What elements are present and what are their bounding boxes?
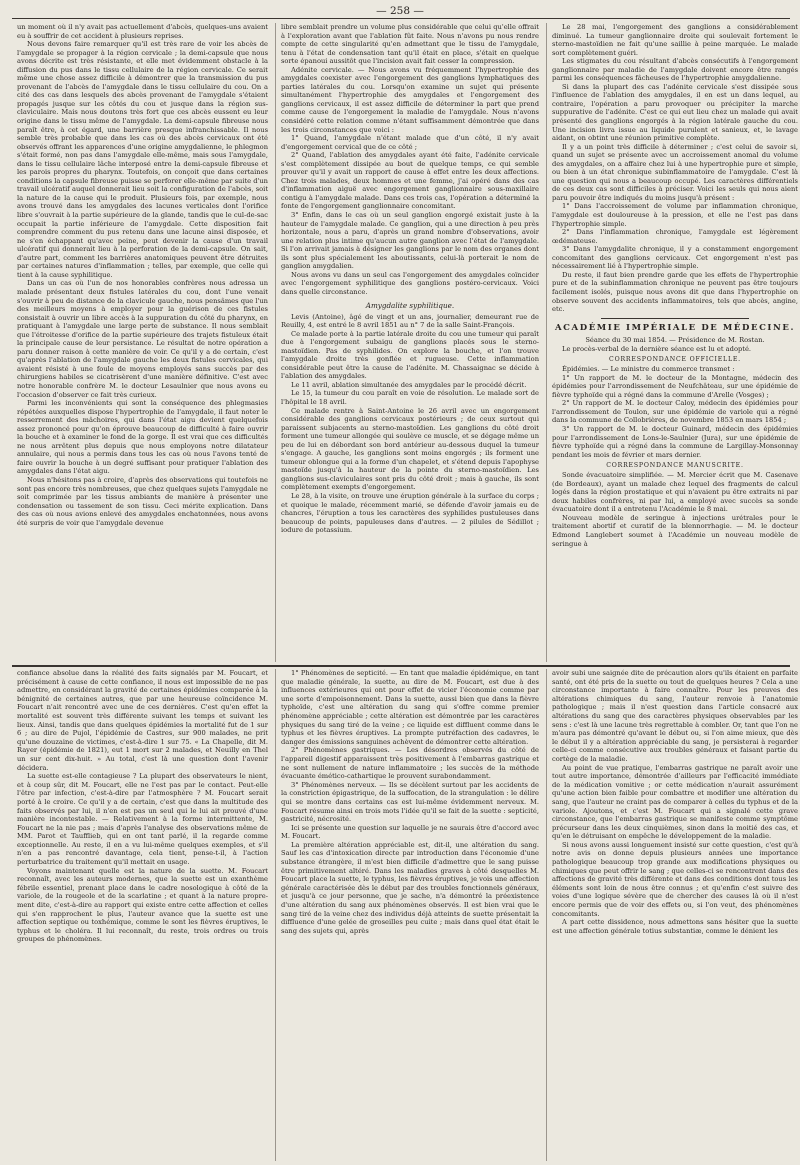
header-rule [12,18,790,19]
lower-column-left [17,669,268,1161]
paragraph: 2° Dans l'inflammation chronique, l'amygdale est légèrement œdémateuse. [552,228,798,245]
page-number: — 258 — [376,5,424,17]
section-divider [601,318,749,319]
case-heading: Amygdalite syphilitique. [365,300,455,310]
paragraph: Nous avons vu dans un seul cas l'engorgement des amygdales coïncider avec l'engorgement syphilitique des ganglions postéro-cervicaux. Voici dans quelle circonstance. [281,270,539,296]
paragraph: Du reste, il faut bien prendre garde que les effets de l'hypertrophie pure et de la subinflammation chronique ne peuvent pas être toujours facilement isolés, puisque nous avons dit que dans l'hypertrophie on observe souvent des accidents inflammatoires, tels que abcès, angine, etc. [552,270,798,314]
paragraph: Nous n'hésitons pas à croire, d'après des observations qui toutefois ne sont pas encore très nombreuses, que chez quelques sujets l'amygdale ne soit comprimée par les tissus ambiants de manière à présenter une condensation ou tassement de son tissu. Ceci mérite explication. Dans des cas où nous avions enlevé des amygdales enchatonnées, nous avons été surpris de voir que l'amygdale devenue [17,475,268,527]
paragraph: A part cette dissidence, nous admettons sans hésiter que la suette est une affection générale totius substantiæ, comme le dénient les [552,918,798,935]
paragraph: Voyons maintenant quelle est la nature de la suette. M. Foucart reconnaît, avec les auteurs modernes, que la suette est un exanthème fébrile essentiel, prenant place dans le cadre nosologique à côté de la variole, de la rougeole et de la scarlatine ; et quant à la nature propre-ment dite, c'est-à-dire au rapport qui existe entre cette affection et celles qui s'en rapprochent le plus, l'auteur avance que la suette est une affection septique ou toxhémique, comme le sont les fièvres éruptives, le typhus et le choléra. Il lui reconnaît, du reste, trois ordres ou trois groupes de phénomènes. [17,866,268,944]
paragraph: Les stigmates du cou résultant d'abcès consécutifs à l'engorgement ganglionnaire par maladie de l'amygdale doivent encore être rangés parmi les conséquences fâcheuses de l'hypertrophie amygdalienne. [552,57,798,83]
column-divider [275,23,276,662]
section-rule [12,665,790,667]
page-header [16,4,784,18]
paragraph: Adénite cervicale. — Nous avons vu fréquemment l'hypertrophie des amygdales coexister avec l'engorgement des ganglions lymphatiques des parties latérales du cou. Lorsqu'on examine un sujet qui présente simultanément l'hypertrophie des amygdales et l'engorgement des ganglions cervicaux, il est assez difficile de déterminer la part que prend comme cause de l'engorgement la maladie de l'amygdale. Nous n'avons considéré cette relation comme n'étant suffisamment démontrée que dans les trois circonstances que voici : [281,65,539,134]
lower-column-middle [281,669,539,1161]
paragraph: Sonde évacuatoire simplifiée. — M. Mercier écrit que M. Casenave (de Bordeaux), ayant un malade chez lequel des fragments de calcul logés dans la région prostatique et qui n'avaient pu être extraits ni par deux habiles confrères, ni par lui, a employé avec succès sa sonde évacuatoire dont il a entretenu l'Académie le 8 mai. [552,471,798,514]
official-correspondence-heading: CORRESPONDANCE OFFICIELLE. [609,356,741,364]
paragraph: Le 15, la tumeur du cou paraît en voie de résolution. Le malade sort de l'hôpital le 18 avril. [281,389,539,406]
upper-column-left [17,23,268,662]
upper-column-middle [281,23,539,662]
paragraph: Levis (Antoine), âgé de vingt et un ans, journalier, demeurant rue de Reuilly, 4, est entré le 8 avril 1851 au n° 7 de la salle Saint-François. [281,312,539,330]
paragraph: Épidémies. — Le ministre du commerce transmet : [562,365,735,374]
paragraph: 2° Phénomènes gastriques. — Les désordres observés du côté de l'appareil digestif apparaissent très positivement à l'embarras gastrique et ne sont nullement de nature inflammatoire ; les succès de la méthode évacuante émético-cathartique le prouvent surabondamment. [281,746,539,781]
lower-column-right [552,669,798,1161]
paragraph: 3° Enfin, dans le cas où un seul ganglion engorgé existait juste à la hauteur de l'amygdale malade. Ce ganglion, qui a une direction à peu près horizontale, nous a paru, d'après un grand nombre d'observations, avoir une relation plus intime qu'aucun autre ganglion avec l'état de l'amygdale. Si l'on arrivait jamais à désigner les ganglions par le nom des organes dont ils sont plus spécialement les aboutissants, celui-là porterait le nom de ganglion amygdalien. [281,211,539,271]
paragraph: Ce malade porte à la partie latérale droite du cou une tumeur qui paraît due à l'engorgement subaigu de ganglions placés sous le sterno-mastoïdien. Pas de syphilides. On explore la bouche, et l'on trouve l'amygdale droite très gonflée et rugueuse. Cette inflammation considérable peut être la cause de l'adénite. M. Chassaignac se décide à l'ablation des amygdales. [281,329,539,381]
paragraph: Le procès-verbal de la dernière séance est lu et adopté. [562,344,752,353]
paragraph: confiance absolue dans la réalité des faits signalés par M. Foucart, et précisément à cause de cette confiance, il nous est impossible de ne pas admettre, en considérant la gravité de certaines épidémies comparée à la bénignité de certaines autres, que par une heureuse coïncidence M. Foucart n'ait rencontré avec une de ces dernières. C'est qu'en effet la mortalité est souvent très différente suivant les temps et suivant les lieux. Ainsi, tandis que dans quelques épidémies la mortalité fut de 1 sur 6 ; au dire de Pujol, l'épidémie de Castres, sur 900 malades, ne prit qu'une douzaine de victimes, c'est-à-dire 1 sur 75. « La Chapelle, dit M. Rayer (épidémie de 1821), eut 1 mort sur 2 malades, et Neuilly en Thel un sur cent dix-huit. » Au total, c'est là une question dont l'avenir décidera. [17,669,268,772]
paragraph: Nous devons faire remarquer qu'il est très rare de voir les abcès de l'amygdale se propager à la région cervicale ; la demi-capsule que nous avons décrite est très résistante, et elle met évidemment obstacle à la diffusion du pus dans le tissu cellulaire de la région cervicale. Ce serait même une chose assez difficile à démontrer que la transmission du pus provenant de l'abcès de l'amygdale dans le tissu cellulaire du cou. On a cité des cas dans lesquels des abcès provenant de l'amygdale s'étaient propagés jusque sur les côtés du cou et jusque dans la région sus-claviculaire. Mais nous doutons très fort que ces abcès eussent eu leur origine dans le tissu même de l'amygdale. La demi-capsule fibreuse nous paraît être, à cet égard, une barrière presque infranchissable. Il nous semble très probable que dans les cas où des abcès cervicaux ont été observés offrant les apparences d'une origine amygdalienne, le phlegmon s'était formé, non pas dans l'amygdale elle-même, mais sous l'amygdale, dans le tissu cellulaire lâche interposé entre la demi-capsule fibreuse et les parois propres du pharynx. Toutefois, on conçoit que dans certaines conditions la capsule fibreuse puisse se perforer elle-même par suite d'un travail ulcératif auquel donnerait lieu soit la configuration de l'abcès, soit la nature de la cause qui le produit. Plusieurs fois, par exemple, nous avons trouvé dans les amygdales des lacunes verticales dont l'orifice libre s'ouvrait à la partie supérieure de la glande, tandis que le cul-de-sac occupait la partie inférieure de l'amygdale. Cette disposition fait comprendre comment du pus retenu dans une lacune ainsi disposée, et ne s'en échappant qu'avec peine, peut devenir la cause d'un travail ulcératif qui donnerait lieu à la perforation de la demi-capsule. On sait, d'autre part, comment les barrières anatomiques peuvent être détruites par certaines natures d'inflammation ; telles, par exemple, que celle qui tient à la cause syphilitique. [17,40,268,279]
academy-session: Séance du 30 mai 1854. — Présidence de M. Rostan. [585,335,765,344]
paragraph: Parmi les inconvénients qui sont la conséquence des phlegmasies répétées auxquelles dispose l'hypertrophie de l'amygdale, il faut noter le resserrement des mâchoires, qui dans l'état aigu devient quelquefois assez prononcé pour qu'on éprouve beaucoup de difficulté à faire ouvrir la bouche et à examiner le fond de la gorge. Il est vrai que ces difficultés ne nous arrêtent plus depuis que nous employons notre dilatateur annulaire, qui nous a permis dans tous les cas où nous l'avons tenté de faire ouvrir la bouche à un degré suffisant pour pratiquer l'ablation des amygdales dans l'état aigu. [17,399,268,476]
paragraph: Ici se présente une question sur laquelle je ne saurais être d'accord avec M. Foucart. [281,823,539,841]
paragraph: Si nous avons aussi longuement insisté sur cette question, c'est qu'à notre avis on donne depuis plusieurs années une importance pathologique beaucoup trop grande aux modifications physiques ou chimiques que peut offrir le sang ; que celles-ci se rencontrent dans des affections de gravité très différente et dans des conditions dont tous les éléments sont loin de nous être connus ; et qu'enfin c'est suivre des voies d'une logique sévère que de chercher des causes là où il n'est encore permis que de voir des effets ou, si l'on veut, des phénomènes concomitants. [552,840,798,918]
manuscript-correspondence-heading: CORRESPONDANCE MANUSCRITE. [606,462,744,470]
paragraph: Si dans la plupart des cas l'adénite cervicale s'est dissipée sous l'influence de l'ablation des amygdales, il en est un dans lequel, au contraire, l'opération a paru provoquer ou précipiter la marche suppurative de l'adénite. C'est ce qui eut lieu chez un malade qui avait présenté des ganglions engorgés à la région latérale gauche du cou. Une incision livra issue au liquide purulent et sanieux, et, le lavage aidant, on obtint une réunion primitive complète. [552,82,798,143]
upper-column-right [552,23,798,662]
paragraph: avoir subi une saignée dite de précaution alors qu'ils étaient en parfaite santé, ont été pris de la suette ou tout de quelques heures ? Cela a une circonstance importante à faire connaître. Pour les preuves des altérations chimiques du sang, l'auteur renvoie à l'anatomie pathologique ; mais il n'est question dans l'article consacré aux altérations du sang que des caractères physiques observables par les sens : c'est là une lacune très regrettable à combler. Or, tant que l'on ne m'aura pas démontré qu'avant le début ou, si l'on aime mieux, que dès le début il y a altération appréciable du sang, je persisterai à regarder celle-ci comme consécutive aux troubles généraux et faisant partie du cortège de la maladie. [552,669,798,763]
column-divider [546,669,547,1161]
paragraph: 1° Quand, l'amygdale n'étant malade que d'un côté, il n'y avait d'engorgement cervical que de ce côté ; [281,134,539,151]
paragraph: libre semblait prendre un volume plus considérable que celui qu'elle offrait à l'exploration avant que l'ablation fût faite. Nous n'avons pu nous rendre compte de cette singularité qu'en admettant que le tissu de l'amygdale, tenu à l'état de condensation tant qu'il était en place, s'était en quelque sorte épanoui aussitôt que l'incision avait fait cesser la compression. [281,23,539,66]
paragraph: Dans un cas où l'un de nos honorables confrères nous adressa un malade présentant deux fistules latérales du cou, dont l'une venait s'ouvrir à peu de distance de la clavicule gauche, nous pensâmes que l'un des meilleurs moyens à employer pour la guérison de ces fistules consistait à ouvrir un libre accès à la suppuration du côté du pharynx, en pratiquant à l'amygdale une large perte de substance. Il nous semblait que l'étroitesse d'orifice de la partie supérieure des trajets fistuleux était la principale cause de leur persistance. Le résultat de notre opération a paru donner raison à cette manière de voir. Ce qu'il y a de certain, c'est qu'après l'ablation de l'amygdale gauche les deux fistules cervicales, qui avaient résisté à une foule de moyens employés sans succès par des chirurgiens habiles se cicatrisèrent d'une manière définitive. C'est avec notre honorable confrère M. le docteur Lesaulnier que nous avons eu l'occasion d'observer ce fait très curieux. [17,279,268,399]
paragraph: Le 28 mai, l'engorgement des ganglions a considérablement diminué. La tumeur ganglionnaire droite qui soulevait fortement le sterno-mastoïdien ne fait qu'une saillie à peine marquée. Le malade sort complètement guéri. [552,23,798,57]
paragraph: un moment où il n'y avait pas actuellement d'abcès, quelques-uns avaient eu à souffrir de cet accident à plusieurs reprises. [17,23,268,40]
column-divider [546,23,547,662]
paragraph: 3° Un rapport de M. le docteur Guinard, médecin des épidémies pour l'arrondissement de Lons-le-Saulnier (Jura), sur une épidémie de fièvre typhoïde qui a régné dans la commune de Largillay-Monsonnay pendant les mois de février et mars dernier. [552,424,798,459]
paragraph: 3° Phénomènes nerveux. — Ils se décèlent surtout par les accidents de la constriction épigastrique, de la suffocation, de la strangulation : le délire qui se montre dans certains cas est lui-même évidemment nerveux. M. Foucart résume ainsi en trois mots l'idée qu'il se fait de la suette : septicité, gastricité, nécrosité. [281,780,539,824]
paragraph: 2° Quand, l'ablation des amygdales ayant été faite, l'adénite cervicale s'est complètement dissipée au bout de quelque temps, ce qui semble prouver qu'il y avait un rapport de cause à effet entre les deux affections. Chez trois malades, deux hommes et une femme, j'ai opéré dans des cas d'inflammation aiguë avec engorgement ganglionnaire sous-maxillaire contigu à l'amygdale malade. Dans ces trois cas, l'opération a déterminé la fonte de l'engorgement ganglionnaire concomitant. [281,151,539,211]
academy-title: ACADÉMIE IMPÉRIALE DE MÉDECINE. [554,322,796,333]
paragraph: Nouveau modèle de seringue à injections urétrales pour le traitement abortif et curatif de la blennorrhagie. — M. le docteur Edmond Langlebert soumet à l'Académie un nouveau modèle de seringue à [552,513,798,548]
paragraph: 2° Un rapport de M. le docteur Caloy, médecin des épidémies pour l'arrondissement de Toulon, sur une épidémie de variole qui a régné dans la commune de Collobrières, de novembre 1853 en mars 1854 ; [552,399,798,425]
paragraph: La suette est-elle contagieuse ? La plupart des observateurs le nient, et à coup sûr, dit M. Foucart, elle ne l'est pas par le contact. Peut-elle l'être par infection, c'est-à-dire par l'atmosphère ? M. Foucart serait porté à le croire. Ce qu'il y a de certain, c'est que dans la multitude des faits observés par lui, il n'en est pas un seul qui le lui ait prouvé d'une manière incontestable. — Relativement à la forme intermittente, M. Foucart ne la nie pas ; mais d'après l'analyse des observations même de MM. Parot et Taufflieb, qui en ont tant parlé, il la regarde comme exceptionnelle. Au reste, il en a vu lui-même quelques exemples, et s'il n'en a pas rencontré davantage, cela tient, pense-t-il, à l'action perturbatrice du traitement qu'il mettait en usage. [17,772,268,867]
paragraph: 1° Dans l'accroissement de volume par inflammation chronique, l'amygdale est douloureuse à la pression, et elle ne l'est pas dans l'hypertrophie simple. [552,202,798,228]
paragraph: Le 28, à la visite, on trouve une éruption générale à la surface du corps ; et quoique le malade, récemment marié, se défende d'avoir jamais eu de chancres, l'éruption a tous les caractères des syphilides pustuleuses dans beaucoup de points, papuleuses dans d'autres. — 2 pilules de Sédillot ; iodure de potassium. [281,491,539,535]
column-divider [275,669,276,1161]
paragraph: Le 11 avril, ablation simultanée des amygdales par le procédé décrit. [291,380,527,389]
paragraph: 1° Un rapport de M. le docteur de la Montagne, médecin des épidémies pour l'arrondissement de Neufchâteau, sur une épidémie de fièvre typhoïde qui a régné dans la commune d'Arelle (Vosges) ; [552,373,798,399]
paragraph: 1° Phénomènes de septicité. — En tant que maladie épidémique, en tant que maladie générale, la suette, au dire de M. Foucart, est due à des influences extérieures qui ont pour effet de vicier l'économie comme par une sorte d'empoisonnement. Dans la suette, aussi bien que dans la fièvre typhoïde, c'est une altération du sang qui s'offre comme premier phénomène appréciable ; cette altération est démontrée par les caractères physiques du sang tiré de la veine ; ce liquide est diffluent comme dans le typhus et les fièvres éruptives. La prompte putréfaction des cadavres, le danger des émissions sanguines achèvent de démontrer cette altération. [281,669,539,746]
paragraph: Il y a un point très difficile à déterminer ; c'est celui de savoir si, quand un sujet se présente avec un accroissement anomal du volume des amygdales, on a affaire chez lui à une hypertrophie pure et simple, ou bien à un état chronique subinflammatoire de l'amygdale. C'est là une question qui nous a beaucoup occupé. Les caractères différentiels de ces deux cas sont difficiles à préciser. Voici les seuls qui nous aient paru pouvoir être indiqués du moins jusqu'à présent : [552,142,798,202]
paragraph: La première altération appréciable est, dit-il, une altération du sang. Sauf les cas d'intoxication directe par introduction dans l'économie d'une substance étrangère, il m'est bien difficile d'admettre que le sang puisse être primitivement altéré. Dans les maladies graves à côté desquelles M. Foucart place la suette, le typhus, les fièvres éruptives, je vois une affection générale caractérisée dès le début par des troubles fonctionnels généraux, et jusqu'à ce jour personne, que je sache, n'a démontré la préexistence d'une altération du sang aux phénomènes observés. Il est bien vrai que le sang tiré de la veine chez des individus déjà atteints de suette présentait la diffluence d'une gelée de groseilles peu cuite ; mais dans quel état était le sang des sujets qui, après [281,840,539,935]
paragraph: Au point de vue pratique, l'embarras gastrique ne paraît avoir une tout autre importance, démontrée d'ailleurs par l'efficacité immédiate de la médication vomitive ; or cette médication n'aurait assurément qu'une action bien faible pour combattre et modifier une altération du sang, que l'auteur ne craint pas de comparer à celles du typhus et de la variole. Ajoutons, et c'est M. Foucart qui a signalé cette grave circonstance, que l'embarras gastrique se manifeste comme symptôme précurseur dans les deux cinquièmes, sinon dans la moitié des cas, et qu'en le détruisant on empêche le développement de la maladie. [552,763,798,841]
paragraph: 3° Dans l'amygdalite chronique, il y a constamment engorgement concomitant des ganglions cervicaux. Cet engorgement n'est pas nécessairement lié à l'hypertrophie simple. [552,245,798,271]
paragraph: Ce malade rentre à Saint-Antoine le 26 avril avec un engorgement considérable des ganglions cervicaux postérieurs ; de ceux surtout qui paraissent subjacents au sterno-mastoïdien. Les ganglions du côté droit forment une tumeur allongée qui soulève ce muscle, et se dégage même un peu de lui en débordant son bord antérieur au-dessous duquel la tumeur s'engage. A gauche, les ganglions sont moins engorgés ; ils forment une tumeur oblongue qui a la forme d'un chapelet, et s'étend depuis l'apophyse mastoïde jusqu'à la hauteur de la pointe du sterno-mastoïdien. Les ganglions sus-claviculaires sont pris du côté droit ; mais à gauche, ils sont complètement exempts d'engorgement. [281,406,539,492]
